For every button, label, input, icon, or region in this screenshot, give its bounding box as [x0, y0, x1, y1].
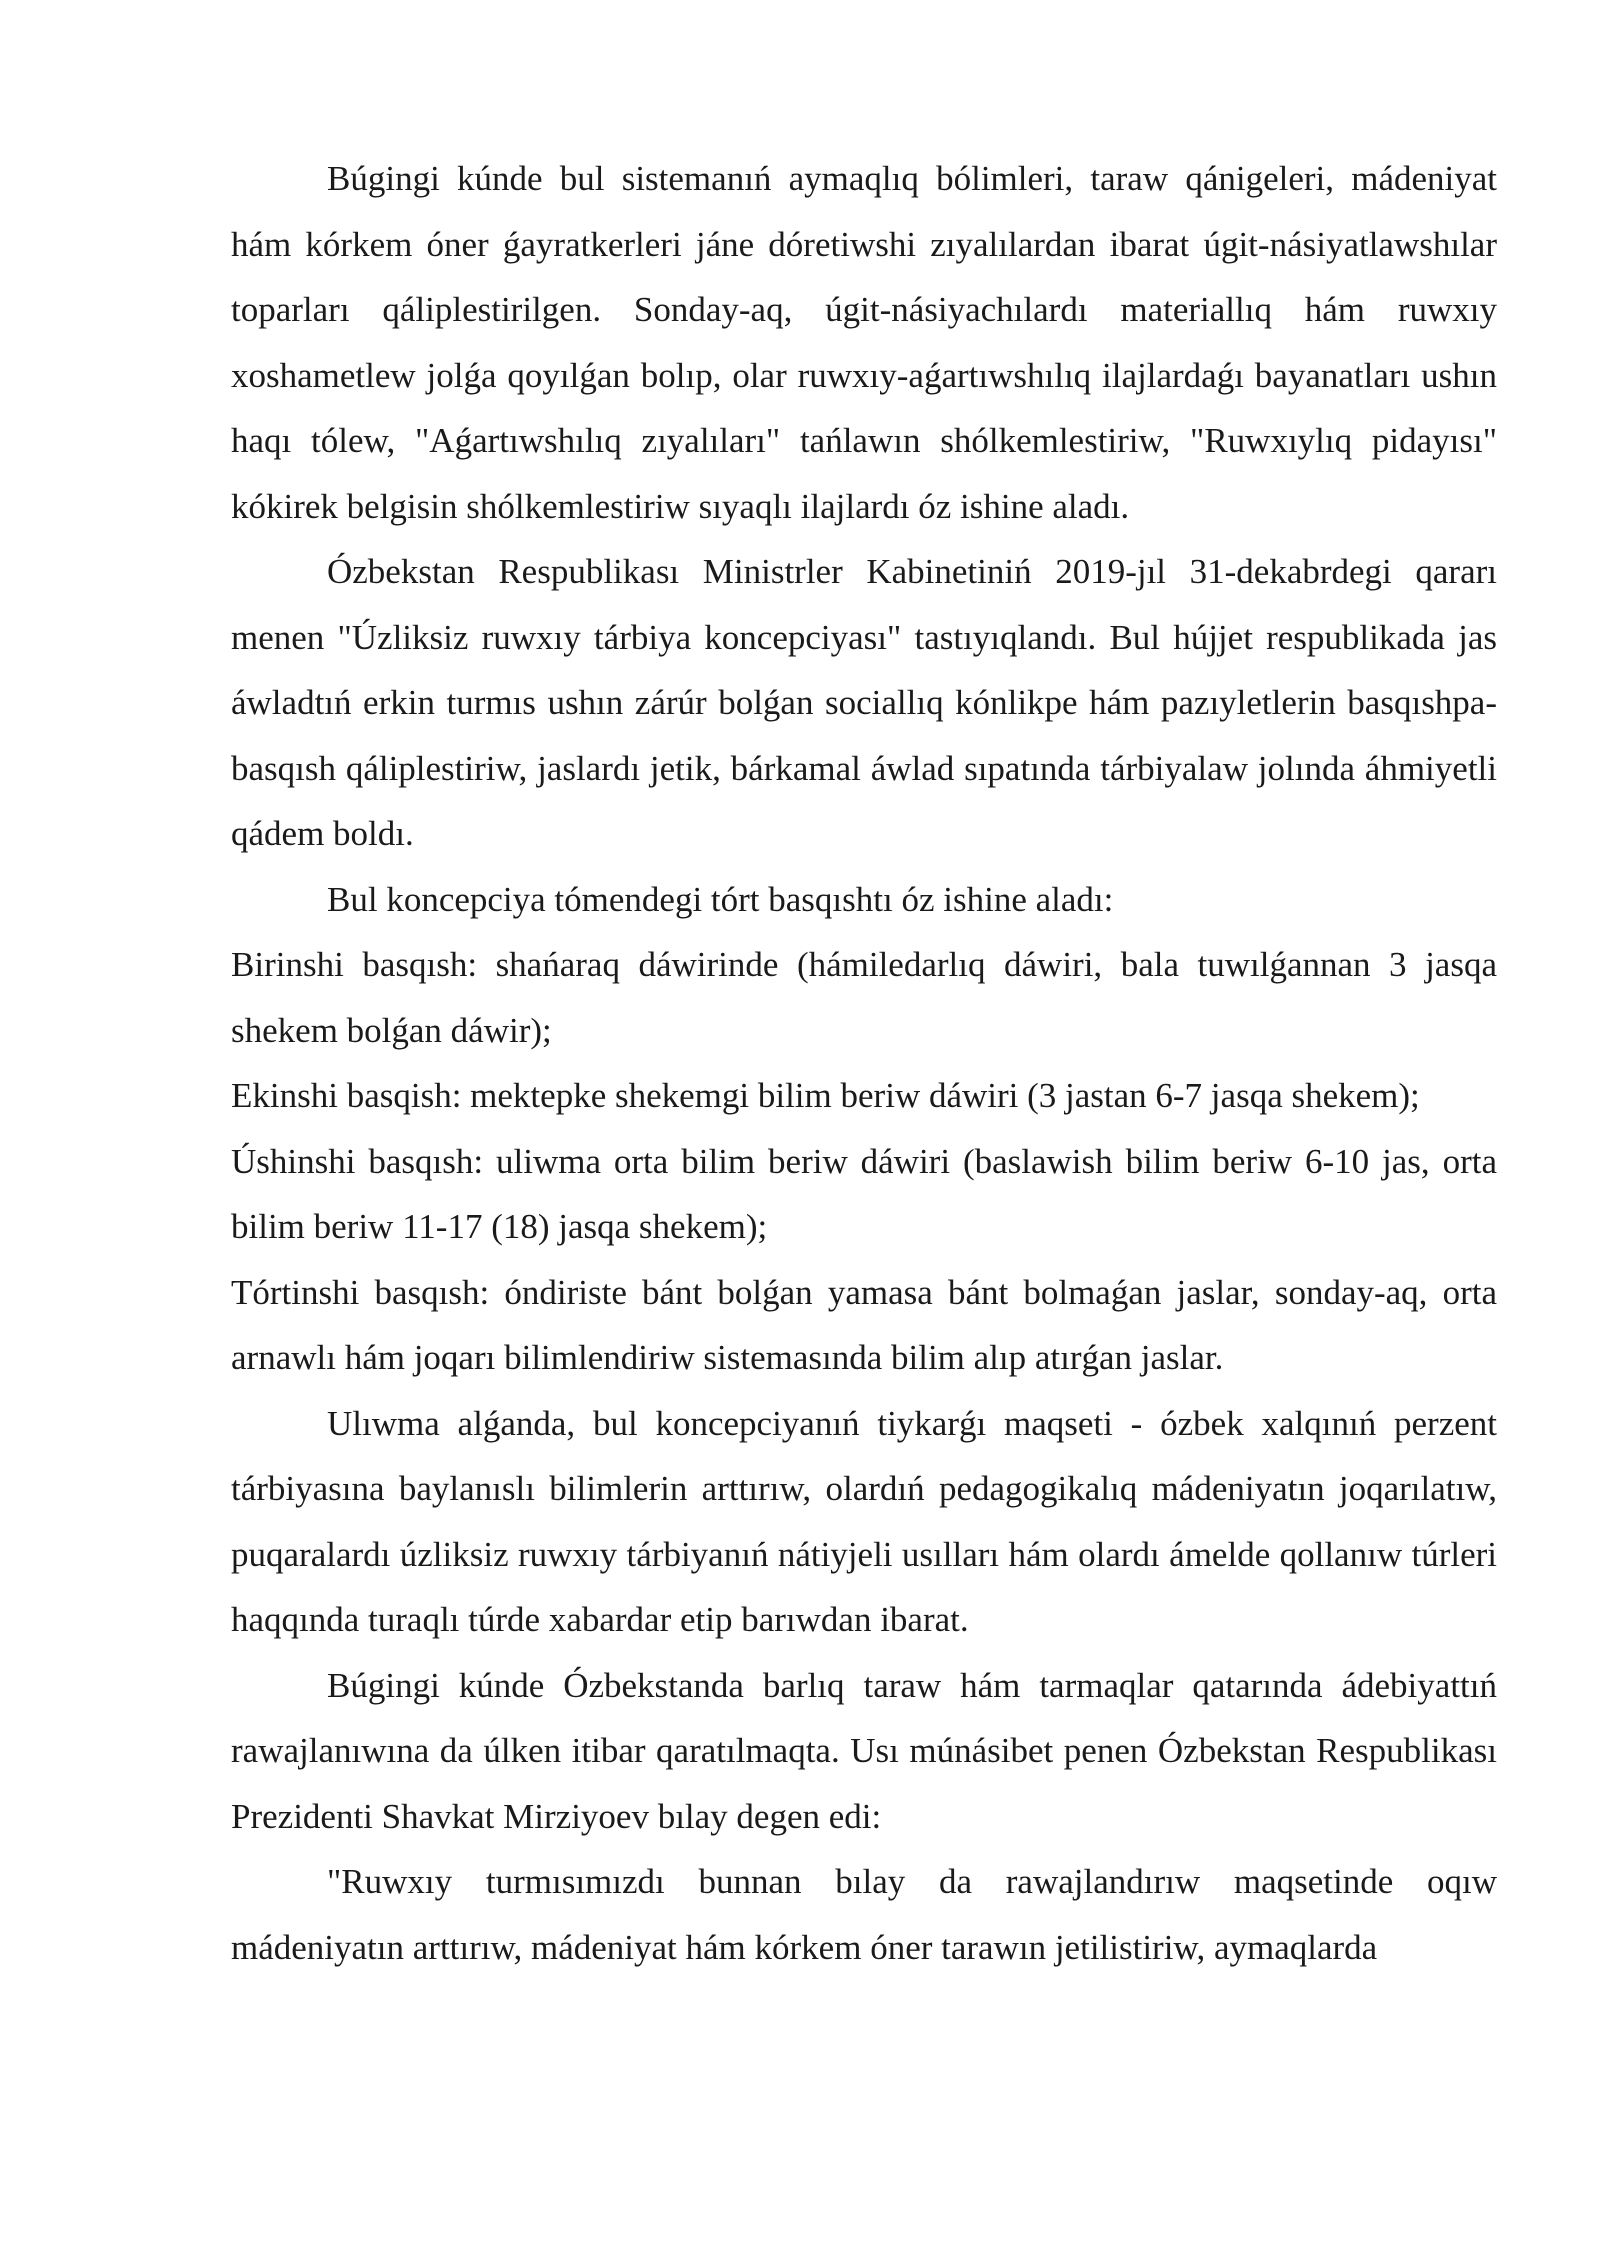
- list-item-stage-3: Úshinshi basqısh: uliwma orta bilim beriw dáwiri (baslawish bilim beriw 6-10 jas, orta bilim beriw 11-17 (18) jasqa shekem);: [231, 1141, 1497, 1246]
- paragraph-literature: Búgingi kúnde Ózbekstanda barlıq taraw hám tarmaqlar qatarında ádebiyattıń rawajlanıwına da úlken itibar qaratılmaqta. Usı múnásibet penen Ózbekstan Respublikası Prezidenti Shavkat Mirziyoev bılay degen edi:: [231, 1665, 1497, 1836]
- paragraph-outreach-groups: Búgingi kúnde bul sistemanıń aymaqlıq bólimleri, taraw qánigeleri, mádeniyat hám kórkem óner ǵayratkerleri jáne dóretiwshi zıyalılardan ibarat úgit-násiyatlawshılar toparları qáliplestirilgen. Sonday-aq, úgit-násiyachılardı materiallıq hám ruwxıy xoshametlew jolǵa qoyılǵan bolıp, olar ruwxıy-aǵartıwshılıq ilajlardaǵı bayanatları ushın haqı tólew, "Aǵartıwshılıq zıyalıları" tańlawın shólkemlestiriw, "Ruwxıylıq pidayısı" kókirek belgisin shólkemlestiriw sıyaqlı ilajlardı óz ishine aladı.: [231, 159, 1497, 526]
- document-page: [231, 146, 1497, 1980]
- list-item-stage-2: Ekinshi basqish: mektepke shekemgi bilim beriw dáwiri (3 jastan 6-7 jasqa shekem);: [231, 1076, 1420, 1115]
- paragraph-president-quote: "Ruwxıy turmısımızdı bunnan bılay da rawajlandırıw maqsetinde oqıw mádeniyatın arttırıw, mádeniyat hám kórkem óner tarawın jetilistiriw, aymaqlarda: [231, 1862, 1497, 1967]
- paragraph-stages-intro: Bul koncepciya tómendegi tórt basqıshtı óz ishine aladı:: [327, 879, 1114, 919]
- list-item-stage-1: Birinshi basqısh: shańaraq dáwirinde (hámiledarlıq dáwiri, bala tuwılǵannan 3 jasqa shekem bolǵan dáwir);: [231, 945, 1497, 1050]
- list-item-stage-4: Tórtinshi basqısh: óndiriste bánt bolǵan yamasa bánt bolmaǵan jaslar, sonday-aq, orta arnawlı hám joqarı bilimlendiriw sistemasında bilim alıp atırǵan jaslar.: [231, 1272, 1497, 1377]
- paragraph-concept-goal: Ulıwma alǵanda, bul koncepciyanıń tiykarǵı maqseti - ózbek xalqınıń perzent tárbiyasına baylanıslı bilimlerin arttırıw, olardıń pedagogikalıq mádeniyatın joqarılatıw, puqaralardı úzliksiz ruwxıy tárbiyanıń nátiyjeli usılları hám olardı ámelde qollanıw túrleri haqqında turaqlı túrde xabardar etip barıwdan ibarat.: [231, 1403, 1497, 1639]
- paragraph-concept-approval: Ózbekstan Respublikası Ministrler Kabinetiniń 2019-jıl 31-dekabrdegi qararı menen "Úzliksiz ruwxıy tárbiya koncepciyası" tastıyıqlandı. Bul hújjet respublikada jas áwladtıń erkin turmıs ushın zárúr bolǵan sociallıq kónlikpe hám pazıyletlerin basqıshpa-basqısh qáliplestiriw, jaslardı jetik, bárkamal áwlad sıpatında tárbiyalaw jolında áhmiyetli qádem boldı.: [231, 552, 1497, 853]
